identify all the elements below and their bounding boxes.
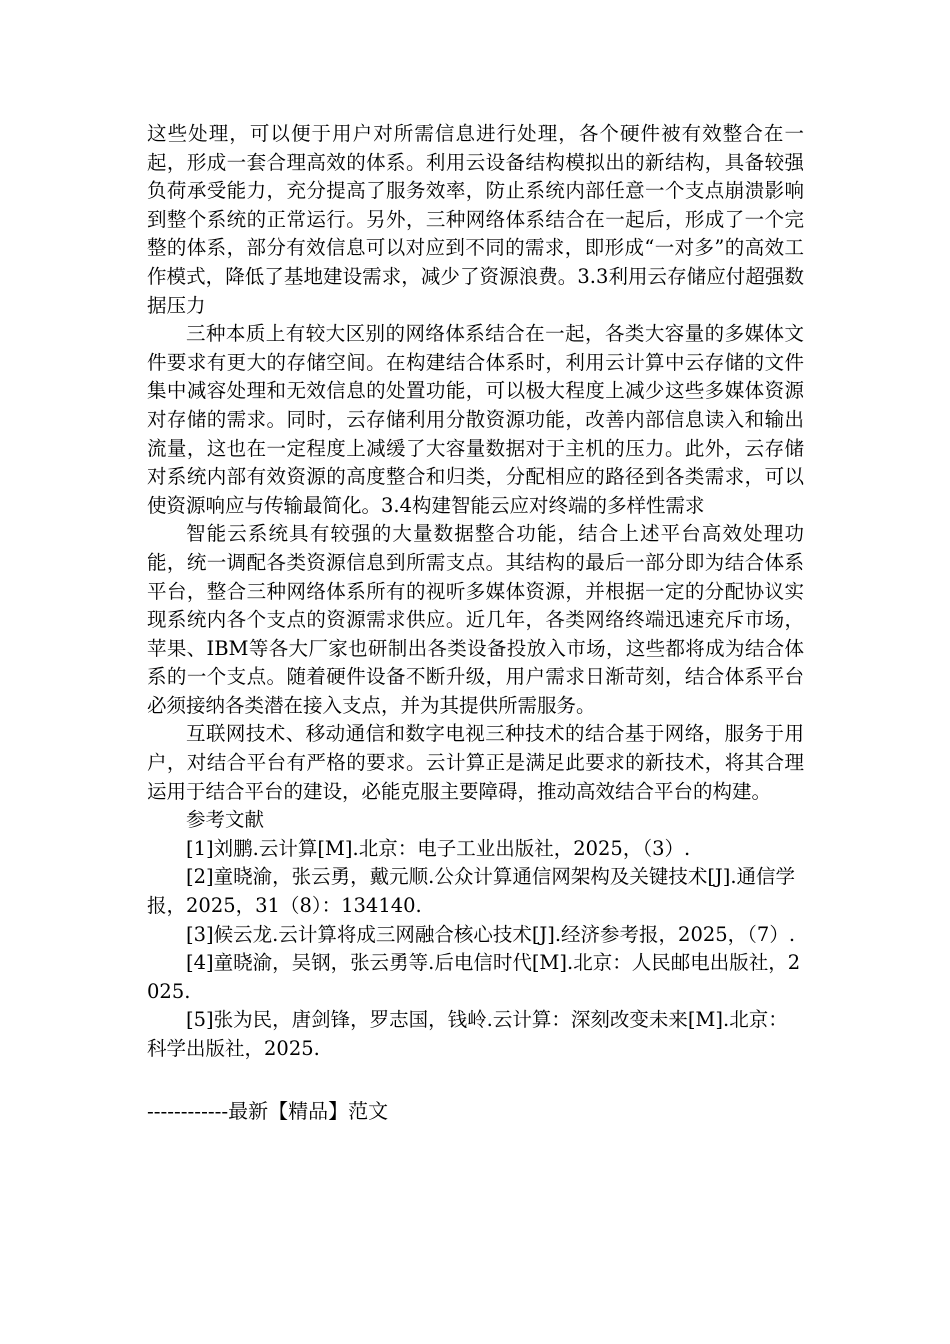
reference-item-3: [3]候云龙.云计算将成三网融合核心技术[J].经济参考报，2025，（7）. bbox=[186, 922, 796, 946]
reference-item-5: [5]张为民，唐剑锋，罗志国，钱岭.云计算：深刻改变未来[M].北京：科学出版社，2025. bbox=[147, 1008, 788, 1060]
document-body bbox=[147, 120, 804, 1064]
paragraph-1: 这些处理，可以便于用户对所需信息进行处理，各个硬件被有效整合在一起，形成一套合理高效的体系。利用云设备结构模拟出的新结构，具备较强负荷承受能力，充分提高了服务效率，防止系统内部任意一个支点崩溃影响到整个系统的正常运行。另外，三种网络体系结合在一起后，形成了一个完整的体系，部分有效信息可以对应到不同的需求，即形成“一对多”的高效工作模式，降低了基地建设需求，减少了资源浪费。3.3利用云存储应付超强数据压力 bbox=[147, 122, 804, 317]
paragraph-3: 智能云系统具有较强的大量数据整合功能，结合上述平台高效处理功能，统一调配各类资源信息到所需支点。其结构的最后一部分即为结合体系平台，整合三种网络体系所有的视听多媒体资源，并根据一定的分配协议实现系统内各个支点的资源需求供应。近几年，各类网络终端迅速充斥市场，苹果、IBM等各大厂家也研制出各类设备投放入市场，这些都将成为结合体系的一个支点。随着硬件设备不断升级，用户需求日渐苛刻，结合体系平台必须接纳各类潜在接入支点，并为其提供所需服务。 bbox=[147, 522, 804, 717]
reference-item-4: [4]童晓渝，吴钢，张云勇等.后电信时代[M].北京：人民邮电出版社，2025. bbox=[147, 951, 801, 1003]
paragraph-4: 互联网技术、移动通信和数字电视三种技术的结合基于网络，服务于用户，对结合平台有严格的要求。云计算正是满足此要求的新技术，将其合理运用于结合平台的建设，必能克服主要障碍，推动高效结合平台的构建。 bbox=[147, 722, 804, 803]
reference-item-2: [2]童晓渝，张云勇，戴元顺.公众计算通信网架构及关键技术[J].通信学报，2025，31（8）：134140. bbox=[147, 865, 796, 918]
reference-item-1: [1]刘鹏.云计算[M].北京：电子工业出版社，2025，（3）. bbox=[186, 836, 691, 860]
references-heading: 参考文献 bbox=[186, 808, 265, 832]
paragraph-2: 三种本质上有较大区别的网络体系结合在一起，各类大容量的多媒体文件要求有更大的存储空间。在构建结合体系时，利用云计算中云存储的文件集中减容处理和无效信息的处置功能，可以极大程度上减少这些多媒体资源对存储的需求。同时，云存储利用分散资源功能，改善内部信息读入和输出流量，这也在一定程度上减缓了大容量数据对于主机的压力。此外，云存储对系统内部有效资源的高度整合和归类，分配相应的路径到各类需求，可以使资源响应与传输最简化。3.4构建智能云应对终端的多样性需求 bbox=[147, 322, 804, 517]
footer-tagline: ------------最新【精品】范文 bbox=[147, 1099, 389, 1123]
references-section bbox=[147, 806, 804, 1063]
